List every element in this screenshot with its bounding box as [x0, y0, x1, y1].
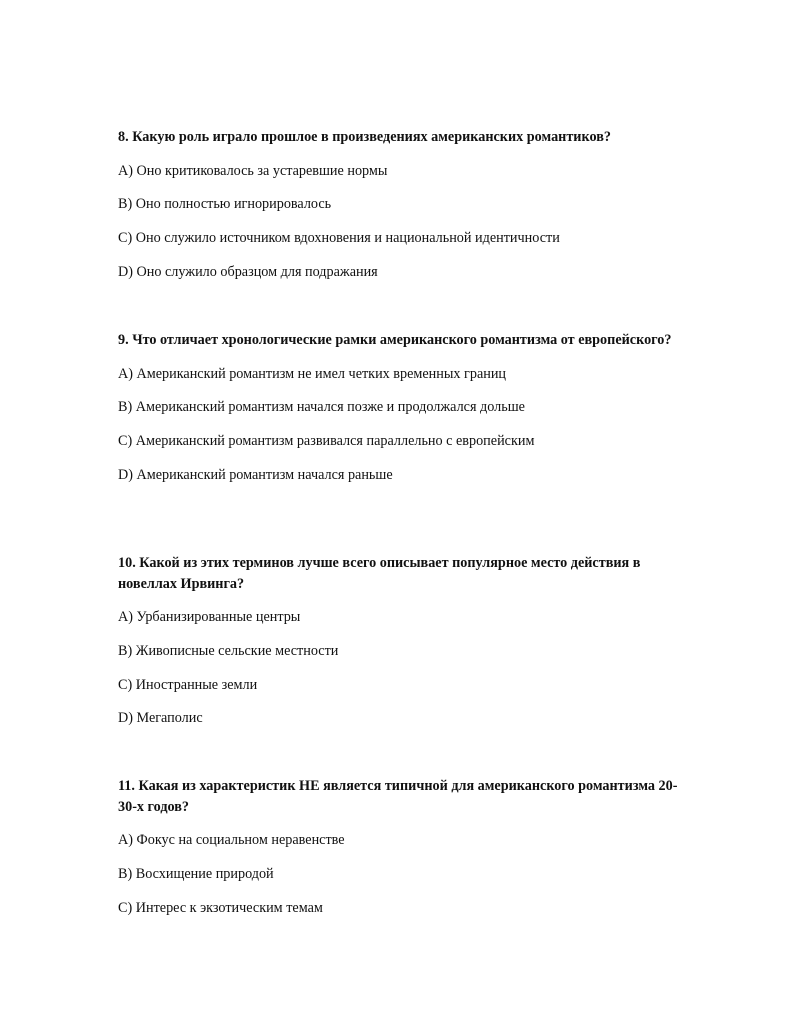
answer-options	[118, 607, 688, 728]
answer-option: D) Оно служило образцом для подражания	[118, 263, 378, 280]
answer-option: C) Иностранные земли	[118, 676, 258, 693]
answer-option: A) Урбанизированные центры	[118, 609, 301, 625]
answer-option: B) Восхищение природой	[118, 865, 274, 882]
answer-option: C) Оно служило источником вдохновения и национальной идентичности	[118, 230, 560, 247]
question-title: 9. Что отличает хронологические рамки американского романтизма от европейского?	[118, 332, 672, 348]
answer-option: C) Интерес к экзотическим темам	[118, 899, 323, 916]
answer-options	[118, 364, 688, 485]
answer-option: A) Фокус на социальном неравенстве	[118, 832, 345, 848]
question-title: 11. Какая из характеристик НЕ является типичной для американского романтизма 20-30-х годов?	[118, 778, 678, 815]
question-title: 10. Какой из этих терминов лучше всего описывает популярное место действия в новеллах Ирвинга?	[118, 555, 641, 592]
answer-option: A) Американский романтизм не имел четких временных границ	[118, 365, 507, 382]
answer-options	[118, 161, 688, 282]
answer-option: D) Мегаполис	[118, 710, 203, 727]
answer-options	[118, 830, 688, 918]
answer-option: C) Американский романтизм развивался параллельно с европейским	[118, 433, 535, 450]
answer-option: D) Американский романтизм начался раньше	[118, 466, 393, 483]
answer-option: B) Американский романтизм начался позже и продолжался дольше	[118, 399, 525, 416]
question-10	[118, 553, 688, 728]
question-title: 8. Какую роль играло прошлое в произведениях американских романтиков?	[118, 129, 611, 145]
question-11	[118, 776, 688, 918]
question-8	[118, 127, 688, 282]
answer-option: B) Живописные сельские местности	[118, 642, 339, 659]
question-9	[118, 330, 688, 485]
answer-option: B) Оно полностью игнорировалось	[118, 196, 332, 213]
answer-option: A) Оно критиковалось за устаревшие нормы	[118, 162, 388, 179]
